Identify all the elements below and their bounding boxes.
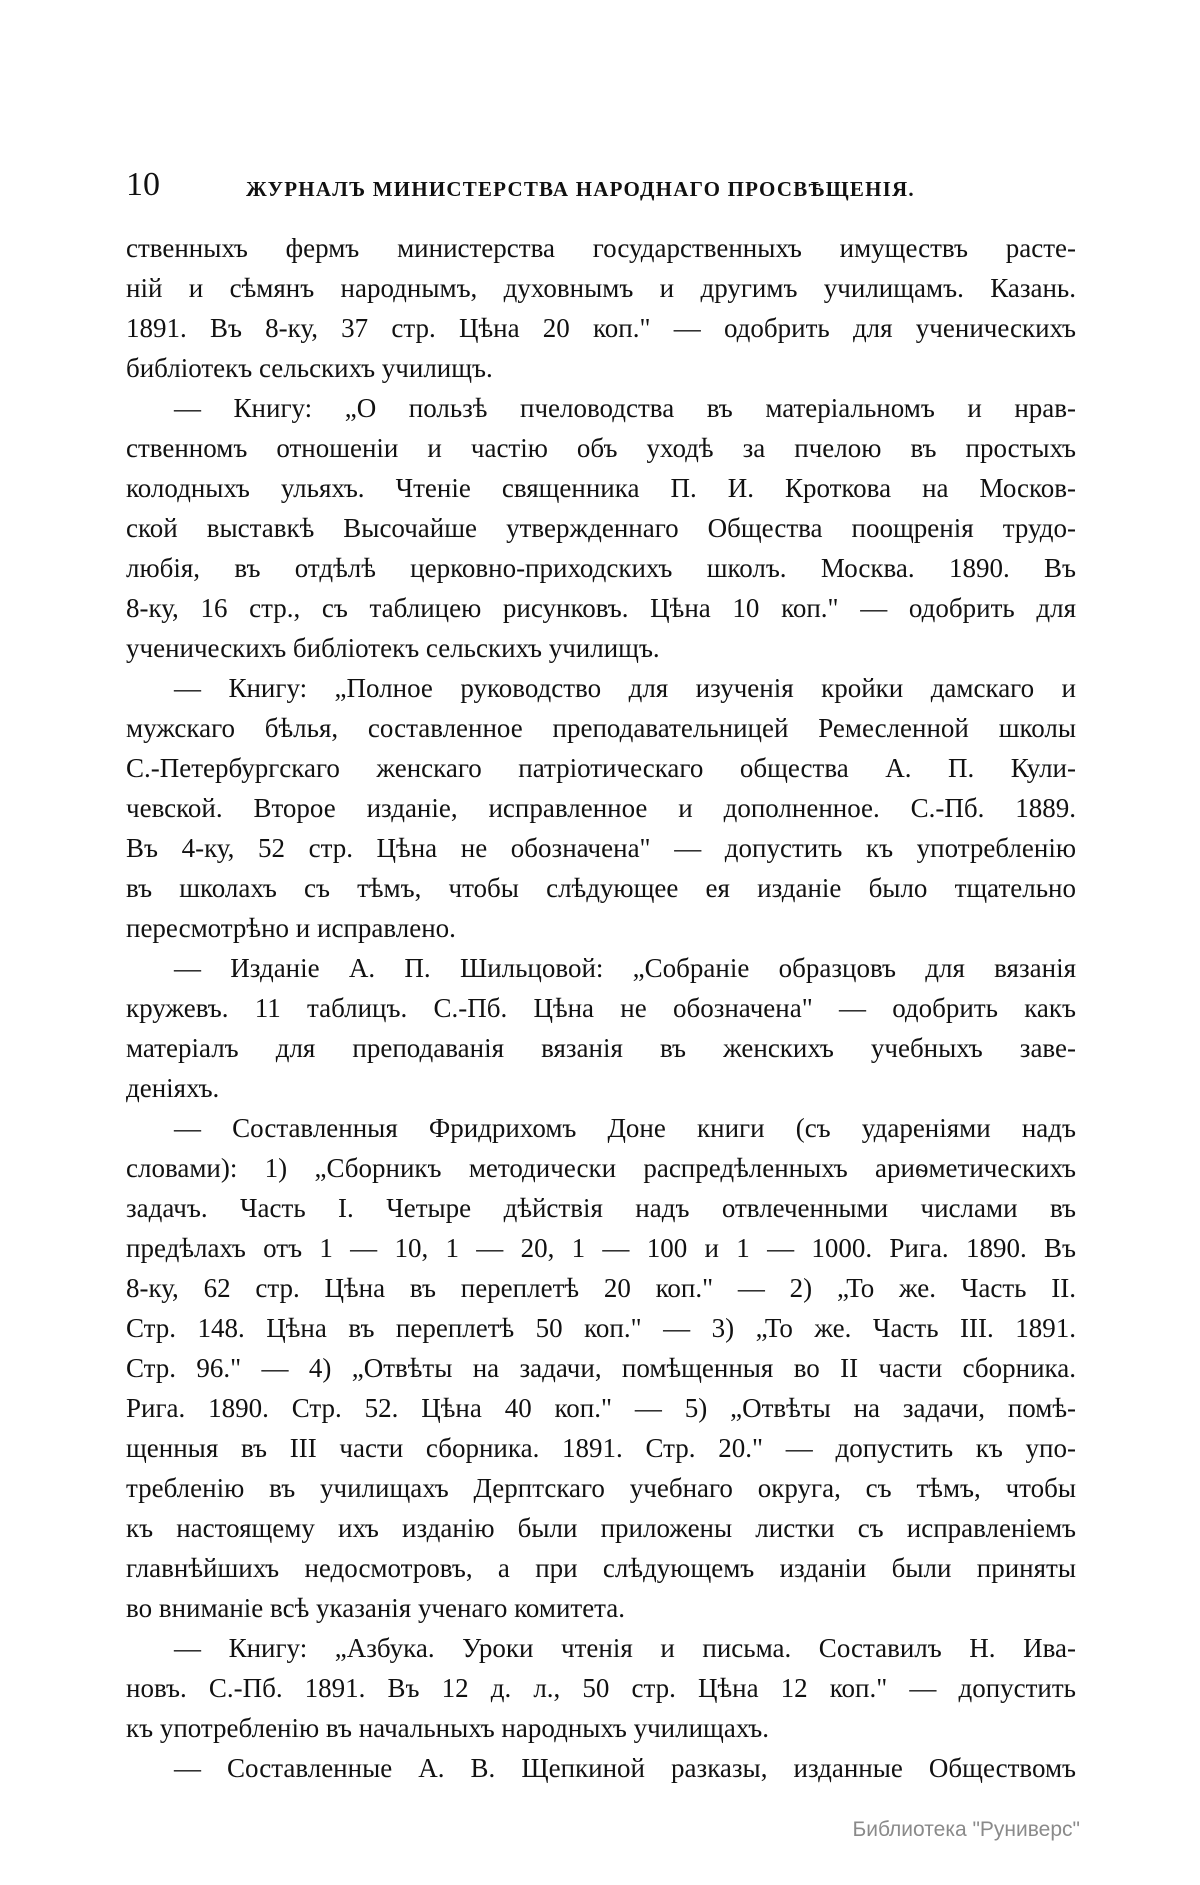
text-line: ученическихъ библіотекъ сельскихъ училищъ. <box>126 633 660 663</box>
text-line: любія, въ отдѣлѣ церковно-приходскихъ школъ. Москва. 1890. Въ <box>126 553 1076 583</box>
text-line: Рига. 1890. Стр. 52. Цѣна 40 коп." — 5) „Отвѣты на задачи, помѣ- <box>126 1393 1076 1423</box>
text-line: Въ 4-ку, 52 стр. Цѣна не обозначена" — допустить къ употребленію <box>126 833 1076 863</box>
text-line: мужскаго бѣлья, составленное преподавательницей Ремесленной школы <box>126 713 1076 743</box>
text-line: щенныя въ III части сборника. 1891. Стр. 20." — допустить къ упо- <box>126 1433 1076 1463</box>
text-line: ственномъ отношеніи и частію объ уходѣ за пчелою въ простыхъ <box>126 433 1076 463</box>
text-line: — Книгу: „О пользѣ пчеловодства въ матеріальномъ и нрав- <box>174 393 1076 423</box>
text-line: къ употребленію въ начальныхъ народныхъ училищахъ. <box>126 1713 770 1743</box>
text-line: — Книгу: „Полное руководство для изученія кройки дамскаго и <box>174 673 1076 703</box>
text-line: библіотекъ сельскихъ училищъ. <box>126 353 493 383</box>
text-line: предѣлахъ отъ 1 — 10, 1 — 20, 1 — 100 и 1 — 1000. Рига. 1890. Въ <box>126 1233 1076 1263</box>
text-line: колодныхъ ульяхъ. Чтеніе священника П. И. Кроткова на Москов- <box>126 473 1076 503</box>
text-line: 8-ку, 62 стр. Цѣна въ переплетѣ 20 коп." — 2) „То же. Часть II. <box>126 1273 1076 1303</box>
text-line: задачъ. Часть I. Четыре дѣйствія надъ отвлеченными числами въ <box>126 1193 1076 1223</box>
text-line: чевской. Второе изданіе, исправленное и дополненное. С.-Пб. 1889. <box>126 793 1076 823</box>
text-line: 8-ку, 16 стр., съ таблицею рисунковъ. Цѣна 10 коп." — одобрить для <box>126 593 1076 623</box>
text-line: требленію въ училищахъ Дерптскаго учебнаго округа, съ тѣмъ, чтобы <box>126 1473 1076 1503</box>
text-line: деніяхъ. <box>126 1073 220 1103</box>
text-line: ственныхъ фермъ министерства государственныхъ имуществъ расте- <box>126 233 1076 263</box>
text-line: 1891. Въ 8-ку, 37 стр. Цѣна 20 коп." — одобрить для ученическихъ <box>126 313 1076 343</box>
text-line: во вниманіе всѣ указанія ученаго комитета. <box>126 1593 626 1623</box>
page-number: 10 <box>126 166 160 203</box>
text-line: Стр. 148. Цѣна въ переплетѣ 50 коп." — 3) „То же. Часть III. 1891. <box>126 1313 1076 1343</box>
text-line: ской выставкѣ Высочайше утвержденнаго Общества поощренія трудо- <box>126 513 1076 543</box>
body-text <box>126 228 1076 1788</box>
text-line: словами): 1) „Сборникъ методически распредѣленныхъ ариѳметическихъ <box>126 1153 1076 1183</box>
text-line: — Изданіе А. П. Шильцовой: „Собраніе образцовъ для вязанія <box>174 953 1076 983</box>
text-line: къ настоящему ихъ изданію были приложены листки съ исправленіемъ <box>126 1513 1076 1543</box>
text-line: новъ. С.-Пб. 1891. Въ 12 д. л., 50 стр. Цѣна 12 коп." — допустить <box>126 1673 1076 1703</box>
text-line: пересмотрѣно и исправлено. <box>126 913 456 943</box>
text-line: кружевъ. 11 таблицъ. С.-Пб. Цѣна не обозначена" — одобрить какъ <box>126 993 1076 1023</box>
page-header <box>126 160 1076 210</box>
text-line: Стр. 96." — 4) „Отвѣты на задачи, помѣщенныя во II части сборника. <box>126 1353 1076 1383</box>
text-line: — Составленныя Фридрихомъ Доне книги (съ удареніями надъ <box>174 1113 1076 1143</box>
text-line: С.-Петербургскаго женскаго патріотическаго общества А. П. Кули- <box>126 753 1076 783</box>
text-line: въ школахъ съ тѣмъ, чтобы слѣдующее ея изданіе было тщательно <box>126 873 1076 903</box>
text-line: — Составленные А. В. Щепкиной разказы, изданные Обществомъ <box>174 1753 1076 1783</box>
text-line: ній и сѣмянъ народнымъ, духовнымъ и другимъ училищамъ. Казань. <box>126 273 1076 303</box>
library-watermark: Библиотека "Руниверс" <box>852 1818 1080 1841</box>
text-line: главнѣйшихъ недосмотровъ, а при слѣдующемъ изданіи были приняты <box>126 1553 1076 1583</box>
text-line: матеріалъ для преподаванія вязанія въ женскихъ учебныхъ заве- <box>126 1033 1076 1063</box>
running-title: ЖУРНАЛЪ МИНИСТЕРСТВА НАРОДНАГО ПРОСВѢЩЕНІЯ. <box>246 177 915 201</box>
text-line: — Книгу: „Азбука. Уроки чтенія и письма. Составилъ Н. Ива- <box>174 1633 1076 1663</box>
